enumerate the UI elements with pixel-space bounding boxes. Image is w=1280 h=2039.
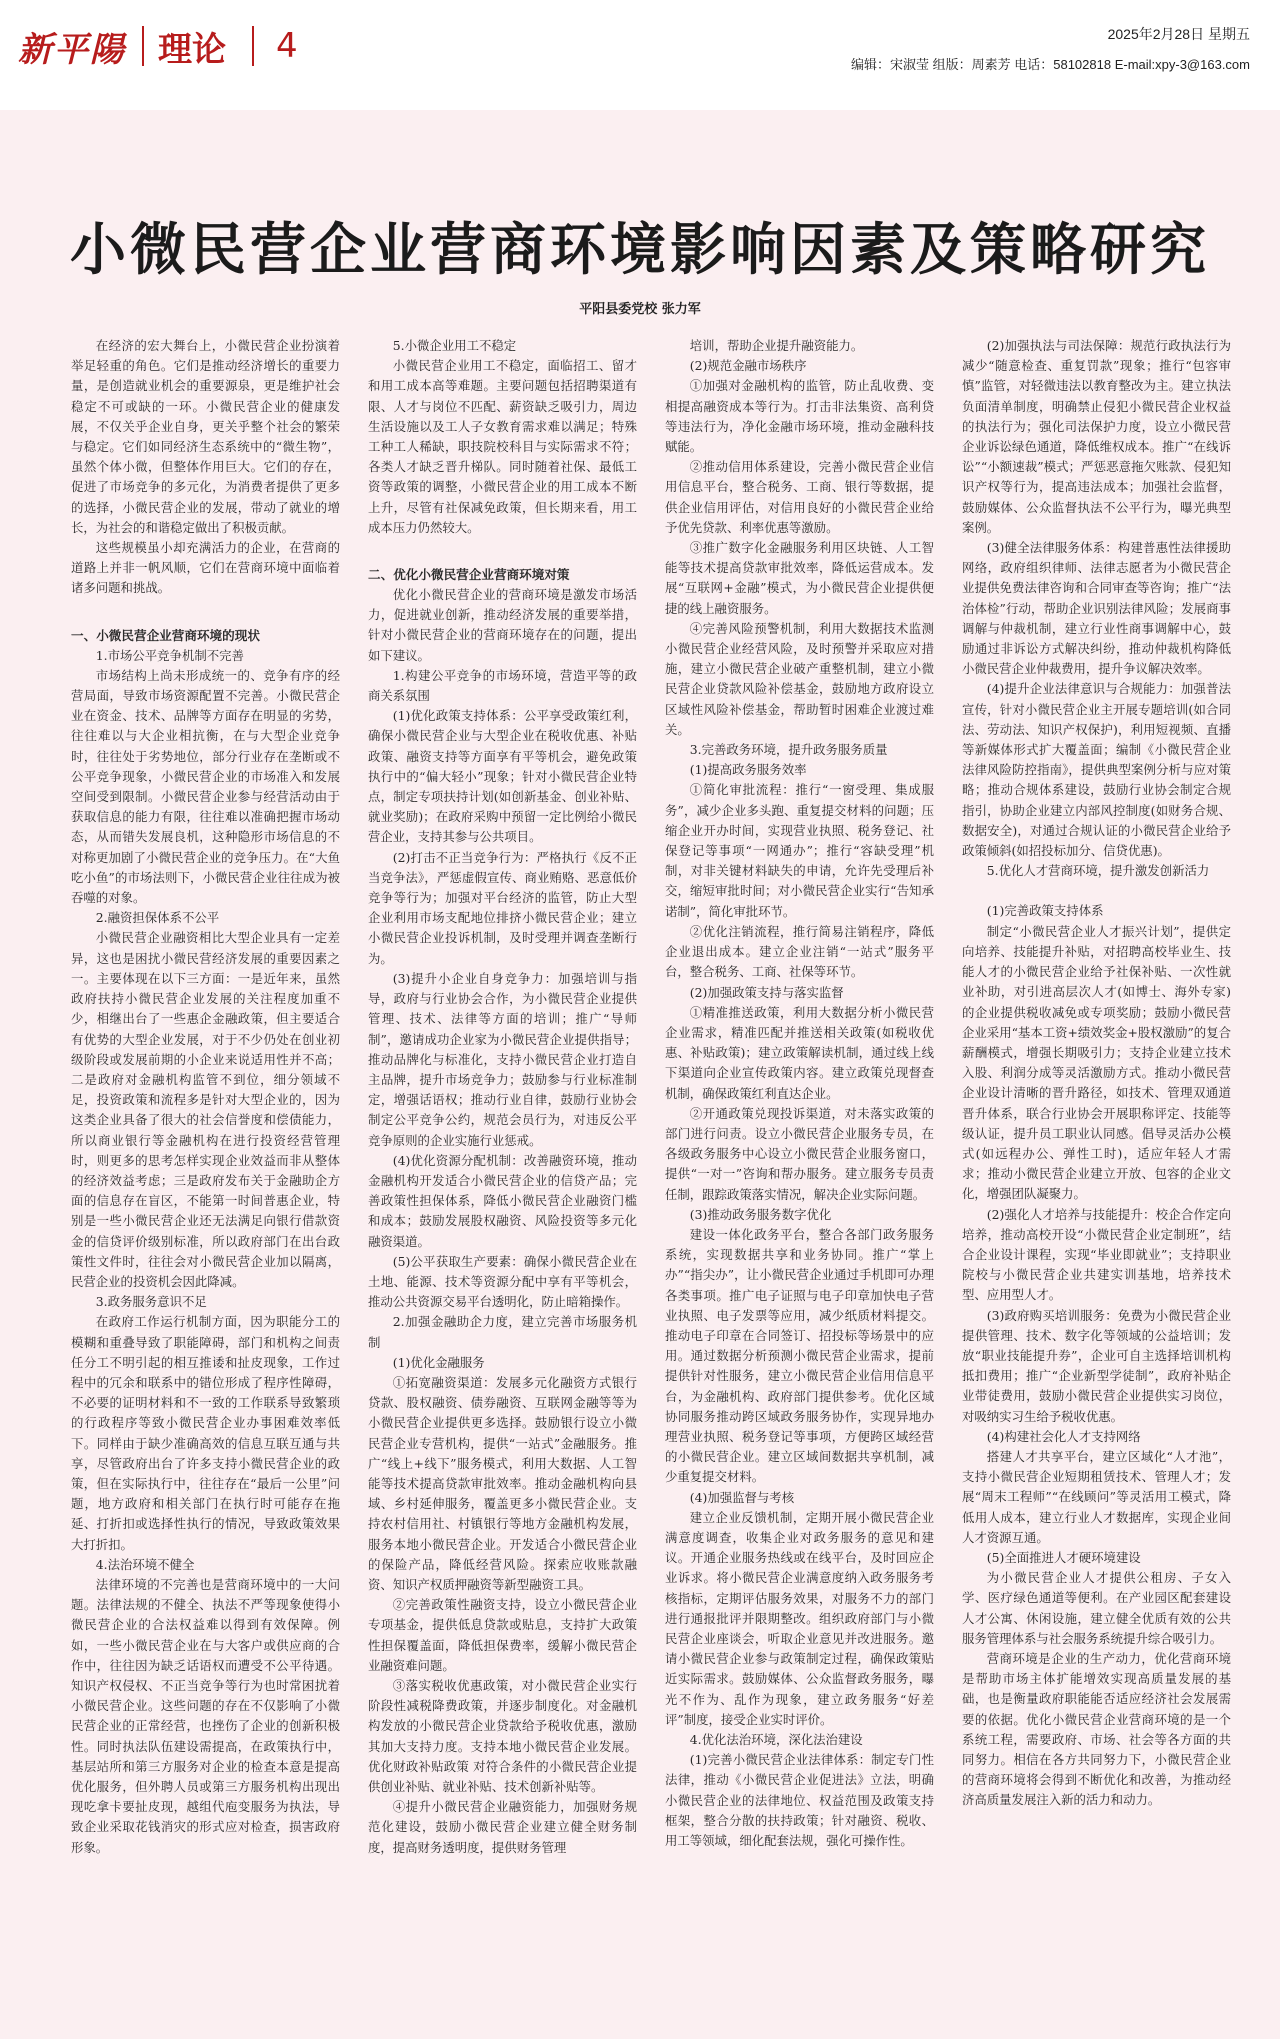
paragraph: ①精准推送政策，利用大数据分析小微民营企业需求，精准匹配并推送相关政策(如税收优惠、补贴政策)；建立政策解读机制，通过线上线下渠道向企业宣传政策内容。建立政策兑现督查机制，确保政策红利直达企业。 [665, 1004, 934, 1101]
paragraph: 培训，帮助企业提升融资能力。 [689, 338, 864, 353]
subsection-heading: (3)推动政务服务数字优化 [689, 1206, 832, 1222]
subsection-heading: 1.市场公平竞争机制不完善 [95, 647, 244, 663]
paragraph: 为小微民营企业人才提供公租房、子女入学、医疗绿色通道等便利。在产业园区配套建设人才公寓、休闲设施，建立健全优质有效的公共服务管理体系与社会服务系统提升综合吸引力。 [962, 1570, 1231, 1646]
paragraph: ④完善风险预警机制，利用大数据技术监测小微民营企业经营风险，及时预警并采取应对措施，建立小微民营企业破产重整机制，建立小微民营企业贷款风险补偿基金，鼓励地方政府设立区域性风险补偿基金，帮助暂时困难企业渡过难关。 [665, 620, 934, 737]
subsection-heading: 3.完善政务环境，提升政务服务质量 [689, 742, 888, 758]
article-columns [71, 336, 1231, 1858]
paragraph: ②推动信用体系建设，完善小微民营企业信用信息平台，整合税务、工商、银行等数据，提供企业信用评估，对信用良好的小微民营企业给予优先贷款、利率优惠等激励。 [665, 459, 934, 535]
paragraph: (4)提升企业法律意识与合规能力：加强普法宣传，针对小微民营企业主开展专题培训(如合同法、劳动法、知识产权保护)，利用短视频、直播等新媒体形式扩大覆盖面；编制《小微民营企业法律风险防控指南》，提供典型案例分析与应对策略；推动合规体系建设，鼓励行业协会制定合规指引，协助企业建立内部风控制度(如财务合规、数据安全)，对通过合规认证的小微民营企业给予政策倾斜(如招投标加分、信贷优惠)。 [962, 681, 1231, 859]
paragraph: ③落实税收优惠政策，对小微民营企业实行阶段性减税降费政策，并逐步制度化。对金融机构发放的小微民营企业贷款给予税收优惠，激励其加大支持力度。支持本地小微民营企业发展。优化财政补贴政策 对符合条件的小微民营企业提供创业补贴、就业补贴、技术创新补贴等。 [368, 1678, 637, 1795]
column-2 [368, 336, 637, 1858]
subsection-heading: (1)优化金融服务 [392, 1354, 485, 1370]
masthead-bar [0, 0, 1280, 110]
paragraph: (1)优化政策支持体系：公平享受政策红利，确保小微民营企业与大型企业在税收优惠、补贴政策、融资支持等方面享有平等机会，避免政策执行中的“偏大轻小”现象；针对小微民营企业特点，制定专项扶持计划(如创新基金、创业补贴、就业奖励)；在政府采购中预留一定比例给小微民营企业，支持其参与公共项目。 [368, 708, 637, 845]
paragraph: 法律环境的不完善也是营商环境中的一大问题。法律法规的不健全、执法不严等现象使得小微民营企业的合法权益难以得到有效保障。例如，一些小微民营企业在与大客户或供应商的合作中，往往因为缺乏话语权而遭受不公平待遇。知识产权侵权、不正当竞争等行为也时常困扰着小微民营企业。这些问题的存在不仅影响了小微民营企业的正常经营，也挫伤了企业的创新积极性。同时执法队伍建设需提高，在政策执行中，基层站所和第三方服务对企业的检查本意是提高优化服务，但外聘人员或第三方服务机构出现出现吃拿卡要扯皮现，越组代庖变服务为执法，导致企业采取花钱消灾的形式应对检查，损害政府形象。 [71, 1576, 340, 1855]
subsection-heading: (1)提高政务服务效率 [689, 762, 807, 778]
paragraph: 在经济的宏大舞台上，小微民营企业扮演着举足轻重的角色。它们是推动经济增长的重要力量，是创造就业机会的重要源泉，更是维护社会稳定不可或缺的一环。小微民营企业的健康发展，不仅关乎企业自身，更关乎整个社会的繁荣与稳定。它们如同经济生态系统中的“微生物”，虽然个体小微，但整体作用巨大。它们的存在，促进了市场竞争的多元化，为消费者提供了更多的选择，小微民营企业的发展，带动了就业的增长，为社会的和谐稳定做出了积极贡献。 [71, 338, 340, 535]
newspaper-logo: 新平陽 [18, 29, 126, 70]
section-name: 理论 [158, 29, 226, 70]
paragraph: ①拓宽融资渠道：发展多元化融资方式银行贷款、股权融资、债券融资、互联网金融等等为小微民营企业提供更多选择。鼓励银行设立小微民营企业专营机构，提供“一站式”金融服务。推广“线上+线下”服务模式，利用大数据、人工智能等技术提高贷款审批效率。推动金融机构向县域、乡村延伸服务，覆盖更多小微民营企业。支持农村信用社、村镇银行等地方金融机构发展，服务本地小微民营企业。开发适合小微民营企业的保险产品，降低经营风险。探索应收账款融资、知识产权质押融资等新型融资工具。 [368, 1374, 637, 1592]
subsection-heading: (4)加强监督与考核 [689, 1489, 795, 1505]
paragraph: (4)优化资源分配机制：改善融资环境，推动金融机构开发适合小微民营企业的信贷产品；完善政策性担保体系，降低小微民营企业融资门槛和成本；鼓励发展股权融资、风险投资等多元化融资渠道。 [368, 1152, 637, 1249]
paragraph: 制定“小微民营企业人才振兴计划”，提供定向培养、技能提升补贴，对招聘高校毕业生、技能人才的小微民营企业给予社保补贴、一次性就业补助，对引进高层次人才(如博士、海外专家)的企业提供税收减免或专项奖励；鼓励小微民营企业采用“基本工资+绩效奖金+股权激励”的复合薪酬模式，增强长期吸引力；支持企业建立技术入股、利润分成等灵活激励方式。推动小微民营企业设计清晰的晋升路径，如技术、管理双通道晋升体系，联合行业协会开展职称评定、技能等级认证，提升员工职业认同感。倡导灵活办公模式(如远程办公、弹性工时)，适应年轻人才需求；推动小微民营企业建立开放、包容的企业文化，增强团队凝聚力。 [962, 923, 1231, 1202]
paragraph: (2)加强执法与司法保障：规范行政执法行为减少“随意检查、重复罚款”现象；推行“包容审慎”监管，对轻微违法以教育整改为主。建立执法负面清单制度，明确禁止侵犯小微民营企业权益的执法行为；强化司法保护力度，设立小微民营企业诉讼绿色通道，降低维权成本。推广“在线诉讼”“小额速裁”模式；严惩恶意拖欠账款、侵犯知识产权等行为，提高违法成本；加强社会监督，鼓励媒体、公众监督执法不公平行为，曝光典型案例。 [962, 338, 1231, 535]
paragraph: 这些规模虽小却充满活力的企业，在营商的道路上并非一帆风顺，它们在营商环境中面临着诸多问题和挑战。 [71, 540, 340, 596]
subsection-heading: 5.优化人才营商环境，提升激发创新活力 [986, 863, 1210, 879]
paragraph: ③推广数字化金融服务利用区块链、人工智能等技术提高贷款审批效率，降低运营成本。发展“互联网+金融”模式，为小微民营企业提供便捷的线上融资服务。 [665, 540, 934, 616]
paragraph: (2)强化人才培养与技能提升：校企合作定向培养，推动高校开设“小微民营企业定制班”，结合企业设计课程，实现“毕业即就业”；支持职业院校与小微民营企业共建实训基地，培养技术型、应用型人才。 [962, 1206, 1231, 1303]
column-3 [665, 336, 934, 1858]
paragraph: (4)构建社会化人才支持网络 [986, 1428, 1141, 1444]
subsection-heading: 4.优化法治环境，深化法治建设 [689, 1732, 863, 1748]
paragraph: 营商环境是企业的生产动力，优化营商环境是帮助市场主体扩能增效实现高质量发展的基础，也是衡量政府职能能否适应经济社会发展需要的依据。优化小微民营企业营商环境的是一个系统工程，需要政府、市场、社会等各方面的共同努力。相信在各方共同努力下，小微民营企业的营商环境将会得到不断优化和改善，为推动经济高质量发展注入新的活力和动力。 [962, 1651, 1231, 1808]
paragraph: (1)完善小微民营企业法律体系：制定专门性法律，推动《小微民营企业促进法》立法，明确小微民营企业的法律地位、权益范围及政策支持框架，整合分散的扶持政策；针对融资、税收、用工等领域，细化配套法规，强化可操作性。 [665, 1752, 934, 1849]
subsection-heading: 5.小微企业用工不稳定 [392, 338, 517, 353]
article-author: 平阳县委党校 张力军 [579, 302, 701, 317]
subsection-heading: (1)完善政策支持体系 [986, 903, 1104, 919]
masthead-divider [142, 26, 144, 66]
paragraph: 搭建人才共享平台，建立区域化“人才池”，支持小微民营企业短期租赁技术、管理人才；发展“周末工程师”“在线顾问”等灵活用工模式，降低用人成本，建立行业人才数据库，实现企业间人才资源互通。 [962, 1448, 1231, 1545]
paragraph: ①简化审批流程：推行“一窗受理、集成服务”，减少企业多头跑、重复提交材料的问题；压缩企业开办时间，实现营业执照、税务登记、社保登记等事项“一网通办”；推行“容缺受理”机制，对非关键材料缺失的申请，允许先受理后补交，缩短审批时间；对小微民营企业实行“告知承诺制”，简化审批环节。 [665, 782, 934, 919]
paragraph: (3)提升小企业自身竞争力：加强培训与指导，政府与行业协会合作，为小微民营企业提供管理、技术、法律等方面的培训；推广“导师制”，邀请成功企业家为小微民营企业提供指导；推动品牌化与标准化，支持小微民营企业打造自主品牌，提升市场竞争力；鼓励参与行业标准制定，增强话语权；推动行业自律，鼓励行业协会制定公平竞争公约，规范会员行为，对违反公平竞争原则的企业实施行业惩戒。 [368, 970, 637, 1148]
page-number: 4 [252, 26, 298, 66]
paragraph: ①加强对金融机构的监管，防止乱收费、变相提高融资成本等行为。打击非法集资、高利贷等违法行为，净化金融市场环境，推动金融科技赋能。 [665, 378, 934, 455]
paragraph: ②优化注销流程，推行简易注销程序，降低企业退出成本。建立企业注销“一站式”服务平台，整合税务、工商、社保等环节。 [665, 923, 934, 980]
paragraph: 建立企业反馈机制，定期开展小微民营企业满意度调查，收集企业对政务服务的意见和建议。开通企业服务热线或在线平台，及时回应企业诉求。将小微民营企业满意度纳入政务服务考核指标，定期评估服务效果，对服务不力的部门进行通报批评并限期整改。组织政府部门与小微民营企业座谈会，听取企业意见并改进服务。邀请小微民营企业参与政策制定过程，确保政策贴近实际需求。鼓励媒体、公众监督政务服务，曝光不作为、乱作为现象，建立政务服务“好差评”制度，接受企业实时评价。 [665, 1509, 934, 1727]
paragraph-gap [368, 538, 637, 558]
paragraph: (3)健全法律服务体系：构建普惠性法律援助网络，政府组织律师、法律志愿者为小微民营企业提供免费法律咨询和合同审查等咨询；推广“法治体检”行动，帮助企业识别法律风险；发展商事调解与仲裁机制，建立行业性商事调解中心，鼓励通过非诉讼方式解决纠纷，推动仲裁机构降低小微民营企业仲裁费用，提升争议解决效率。 [962, 540, 1231, 677]
subsection-heading: 2.加强金融助企力度，建立完善市场服务机制 [368, 1314, 637, 1350]
article-title: 小微民营企业营商环境影响因素及策略研究 [70, 217, 1210, 283]
editorial-staff: 编辑：宋淑莹 组版：周素芳 电话：58102818 E-mail:xpy-3@163.com [851, 57, 1250, 72]
section-heading: 二、优化小微民营企业营商环境对策 [368, 567, 570, 583]
paragraph-gap [962, 881, 1231, 901]
paragraph: 小微民营企业融资相比大型企业具有一定差异，这也是困扰小微民营经济发展的重要因素之一。主要体现在以下三方面：一是近年来，虽然政府扶持小微民营企业发展的关注程度加重不少，相继出台了一些惠企金融政策，但主要适合有优势的大型企业发展，对于不少仍处在创业初级阶段或发展前期的小企业来说适用性并不高；二是政府对金融机构监管不到位，细分领域不足，投资政策和流程多是针对大型企业的，因为这类企业具备了很大的社会信誉度和偿债能力，所以商业银行等金融机构在进行投资经营管理时，则更多的思考怎样实现企业效益而非从整体的经济效益考虑；三是政府发布关于金融助企方面的信息存在盲区，不能第一时间普惠企业，特别是一些小微民营企业还无法满足向银行借款资金的信贷评价级别标准，所以政府部门在出台政策性文件时，往往会对小微民营企业加以隔离，民营企业的投资机会因此降减。 [71, 930, 340, 1289]
paragraph: (5)公平获取生产要素：确保小微民营企业在土地、能源、技术等资源分配中享有平等机会，推动公共资源交易平台透明化，防止暗箱操作。 [368, 1253, 637, 1310]
subsection-heading: 2.融资担保体系不公平 [95, 910, 220, 926]
paragraph: ②完善政策性融资支持，设立小微民营企业专项基金，提供低息贷款或贴息，支持扩大政策性担保覆盖面，降低担保费率，缓解小微民营企业融资难问题。 [368, 1597, 637, 1673]
paragraph: (2)打击不正当竞争行为：严格执行《反不正当竞争法》，严惩虚假宣传、商业贿赂、恶意低价竞争等行为；加强对平台经济的监管，防止大型企业利用市场支配地位排挤小微民营企业；建立小微民营企业投诉机制，及时受理并调查垄断行为。 [368, 849, 637, 966]
paragraph: 优化小微民营企业的营商环境是激发市场活力，促进就业创新，推动经济发展的重要举措，针对小微民营企业的营商环境存在的问题，提出如下建议。 [368, 587, 637, 663]
subsection-heading: 1.构建公平竞争的市场环境，营造平等的政商关系氛围 [368, 667, 637, 704]
paragraph: 小微民营企业用工不稳定，面临招工、留才和用工成本高等难题。主要问题包括招聘渠道有限、人才与岗位不匹配、薪资缺乏吸引力，周边生活设施以及工人子女教育需求难以满足；特殊工种工人稀缺，职技院校科目与实际需求不符；各类人才缺乏晋升梯队。同时随着社保、最低工资等政策的调整，小微民营企业的用工成本不断上升，尽管有社保减免政策，但长期来看，用工成本压力仍然较大。 [368, 358, 637, 535]
paragraph-gap [71, 599, 340, 619]
paragraph: 在政府工作运行机制方面，因为职能分工的模糊和重叠导致了职能障碍，部门和机构之间责任分工不明引起的相互推诿和扯皮现象，工作过程中的冗余和联系中的错位形成了程序性障碍，不必要的证明材料和不一致的工作联系导致繁琐的行政程序等致小微民营企业办事困难效率低下。同样由于缺少准确高效的信息互联互通与共享，尽管政府出台了许多支持小微民营企业的政策，但在实际执行中，往往存在“最后一公里”问题，地方政府和相关部门在执行时可能存在拖延、打折扣或选择性执行的情况，导致政策效果大打折扣。 [71, 1314, 340, 1552]
subsection-heading: 3.政务服务意识不足 [95, 1294, 207, 1310]
column-4 [962, 336, 1231, 1858]
paragraph: ②开通政策兑现投诉渠道，对未落实政策的部门进行问责。设立小微民营企业服务专员，在各级政务服务中心设立小微民营企业服务窗口，提供“一对一”咨询和帮办服务。建立服务专员责任制，跟踪政策落实情况，解决企业实际问题。 [665, 1105, 934, 1202]
section-heading: 一、小微民营企业营商环境的现状 [71, 627, 260, 643]
subsection-heading: (2)加强政策支持与落实监督 [689, 984, 844, 1000]
masthead [18, 22, 298, 70]
issue-date: 2025年2月28日 星期五 [1107, 26, 1250, 42]
paragraph: 市场结构上尚未形成统一的、竞争有序的经营局面，导致市场资源配置不完善。小微民营企业在资金、技术、品牌等方面存在明显的劣势，往往难以与大企业相抗衡，在与大型企业竞争时，往往处于劣势地位，部分行业存在垄断或不公平竞争现象，小微民营企业的市场准入和发展空间受到限制。小微民营企业参与经营活动由于获取信息的能力有限，往往难以准确把握市场动态，从而错失发展良机，这种隐形市场信息的不对称更加剧了小微民营企业的竞争压力。在“大鱼吃小鱼”的市场法则下，小微民营企业往往成为被吞噬的对象。 [71, 667, 340, 906]
subsection-heading: 4.法治环境不健全 [95, 1556, 195, 1572]
column-1 [71, 336, 340, 1858]
paragraph: ④提升小微民营企业融资能力，加强财务规范化建设，鼓励小微民营企业建立健全财务制度，提高财务透明度，提供财务管理 [368, 1799, 637, 1855]
masthead-meta [851, 24, 1250, 73]
article-area [29, 160, 1251, 2020]
subsection-heading: (2)规范金融市场秩序 [689, 358, 807, 374]
paragraph: (3)政府购买培训服务：免费为小微民营企业提供管理、技术、数字化等领域的公益培训；发放“职业技能提升券”，企业可自主选择培训机构抵扣费用；推广“企业新型学徒制”，政府补贴企业带徒费用，鼓励小微民营企业提供实习岗位，对吸纳实习生给予税收优惠。 [962, 1307, 1231, 1424]
paragraph: 建设一体化政务平台，整合各部门政务服务系统，实现数据共享和业务协同。推广“掌上办”“指尖办”，让小微民营企业通过手机即可办理各类事项。推广电子证照与电子印章加快电子营业执照、电子发票等应用，减少纸质材料提交。推动电子印章在合同签订、招投标等场景中的应用。通过数据分析预测小微民营企业需求，提前提供针对性服务，建立小微民营企业信用信息平台，为金融机构、政府部门提供参考。优化区域协同服务推动跨区域政务服务协作，实现异地办理营业执照、税务登记等事项，方便跨区域经营的小微民营企业。建立区域间数据共享机制，减少重复提交材料。 [665, 1226, 934, 1485]
paragraph: (5)全面推进人才硬环境建设 [986, 1549, 1141, 1565]
